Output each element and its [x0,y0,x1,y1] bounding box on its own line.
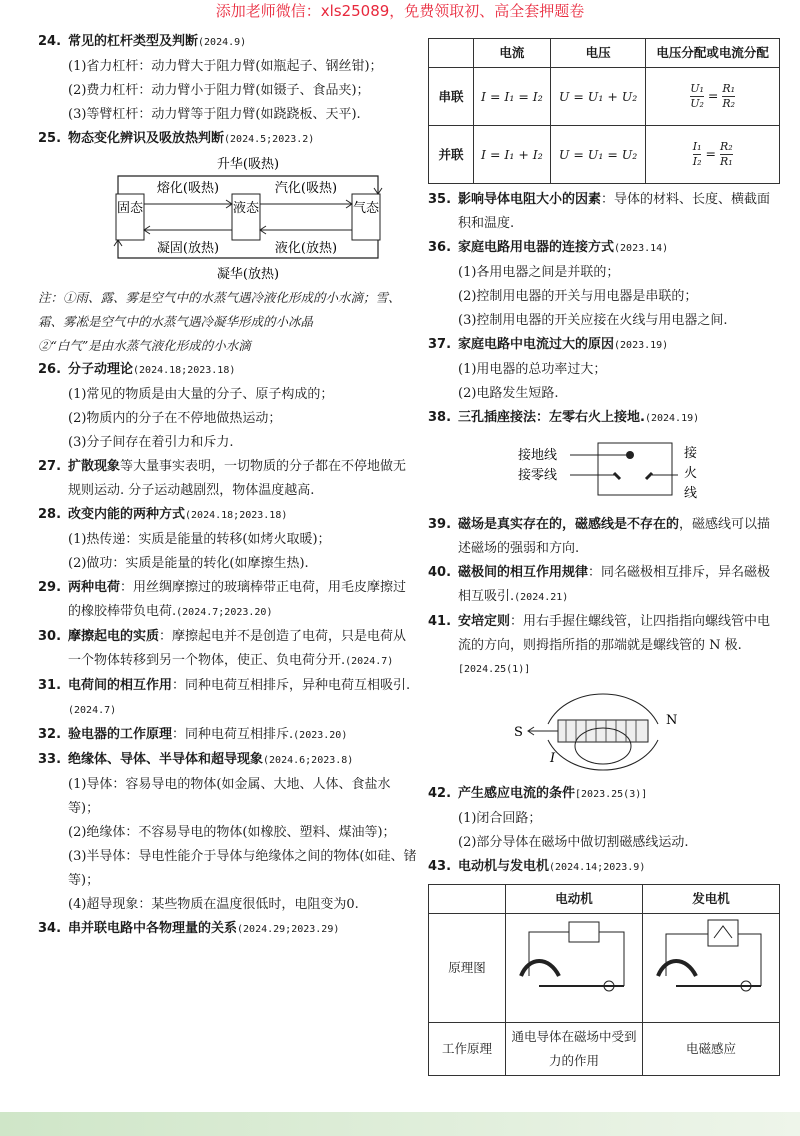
item-heading: 两种电荷 [68,580,121,595]
exam-year: (2024.29;2023.29) [237,924,340,935]
table-cell: U = U₁ + U₂ [550,68,646,126]
exam-year: (2024.7) [345,656,394,667]
item-number: 39. [428,517,452,532]
item-heading: 安培定则 [458,614,511,629]
table-header: 发电机 [643,885,780,914]
live-wire-label: 火 [684,466,698,481]
deposition-label: 凝华(放热) [216,267,280,282]
item-heading: 绝缘体、导体、半导体和超导现象 [68,752,264,767]
item-heading: 验电器的工作原理 [68,727,173,742]
item-number: 24. [38,34,62,49]
item-number: 31. [38,678,62,693]
socket-outline [598,443,672,495]
table-header: 电压 [550,39,646,68]
item-number: 30. [38,629,62,644]
table-cell: I = I₁ = I₂ [474,68,551,126]
fraction [720,140,733,169]
table-cell: 电磁感应 [643,1023,780,1076]
numerator: R₁ [722,82,736,95]
item-text: ，磁感线可以描述磁场的强弱和方向. [458,517,771,556]
table-cell: I = I₁ + I₂ [474,126,551,184]
item-heading: 磁极间的相互作用规律 [458,565,589,580]
live-hole-icon [646,473,652,479]
south-pole-label: S [514,725,523,740]
live-wire-label: 接 [684,446,698,461]
item-32 [38,723,418,748]
solid-label: 固态 [116,201,144,216]
item-line: (1)闭合回路； [458,811,542,826]
item-heading: 家庭电路中电流过大的原因 [458,337,615,352]
note-text: ②“白气”是由水蒸气液化形成的小水滴 [38,338,251,353]
condensation-label: 液化(放热) [274,241,338,256]
item-number: 42. [428,786,452,801]
item-heading: 电动机与发电机 [458,859,550,874]
exam-year: (2024.9) [198,37,247,48]
item-line: (4)超导现象：某些物质在温度很低时，电阻变为0. [68,897,359,912]
exam-year: (2024.18;2023.18) [185,510,288,521]
denominator: U₂ [690,97,704,110]
neutral-hole-icon [614,473,620,479]
exam-year: (2024.7;2023.20) [176,607,273,618]
item-line: (1)用电器的总功率过大； [458,362,607,377]
item-29 [38,576,418,625]
table-row [429,126,780,184]
table-cell [643,914,780,1023]
item-number: 43. [428,859,452,874]
phase-change-diagram [98,154,398,284]
exam-year: [2024.25(1)] [458,664,531,675]
item-33 [38,748,418,917]
item-number: 38. [428,410,452,425]
item-line: (2)做功：实质是能量的转化(如摩擦生热). [68,556,309,571]
item-line: (3)半导体：导电性能介于导体与绝缘体之间的物体(如硅、锗等)； [68,849,417,888]
exam-year: (2024.19) [644,413,700,424]
denominator: I₂ [692,155,702,168]
circuit-relations-table [428,38,780,184]
item-27 [38,455,418,503]
solenoid-icon [558,720,648,742]
table-cell: U = U₁ = U₂ [550,126,646,184]
item-number: 32. [38,727,62,742]
numerator: U₁ [690,82,704,95]
exam-year: (2024.7) [68,705,117,716]
right-column [428,38,780,1076]
item-40 [428,561,780,610]
item-41 [428,610,780,780]
magnet-icon [658,961,696,976]
fraction [693,140,702,169]
solenoid-hand-diagram [508,684,688,780]
item-text: ：同名磁极相互排斥，异名磁极相互吸引. [458,565,771,604]
table-row [429,1023,780,1076]
item-39 [428,513,780,561]
magnet-icon [521,961,559,976]
item-heading: 常见的杠杆类型及判断 [68,34,199,49]
item-heading: 摩擦起电的实质 [68,629,160,644]
generator-diagram [646,916,776,1012]
exam-year: (2024.18;2023.18) [133,365,236,376]
table-cell: $\frac{\text{I₁}}{\text{I₂}}$ = $\frac{\text{R₂}}{\text{R₁}}$ [646,126,780,184]
row-label: 原理图 [429,914,506,1023]
power-supply-icon [569,922,599,942]
item-heading: 电荷间的相互作用 [68,678,173,693]
item-line: (2)控制用电器的开关与用电器是串联的； [458,289,698,304]
fraction [690,82,704,111]
exam-year: (2023.20) [293,730,348,741]
item-number: 33. [38,752,62,767]
item-heading: 产生感应电流的条件 [458,786,576,801]
row-label: 并联 [429,126,474,184]
item-line: (1)各用电器之间是并联的； [458,265,620,280]
item-text: ：用丝绸摩擦过的玻璃棒带正电荷，用毛皮摩擦过的橡胶棒带负电荷. [68,580,407,619]
item-text: ：摩擦起电并不是创造了电荷，只是电荷从一个物体转移到另一个物体，使正、负电荷分开. [68,629,407,668]
table-cell: 通电导体在磁场中受到力的作用 [506,1023,643,1076]
exam-year: (2024.6;2023.8) [263,755,354,766]
ground-hole-icon [626,451,634,459]
item-25 [38,127,418,284]
item-number: 36. [428,240,452,255]
item-36 [428,236,780,333]
item-37 [428,333,780,406]
fraction [722,82,735,111]
item-line: (2)电路发生短路. [458,386,559,401]
item-line: (2)部分导体在磁场中做切割磁感线运动. [458,835,689,850]
melting-label: 熔化(吸热) [156,181,220,196]
item-number: 37. [428,337,452,352]
item-number: 25. [38,131,62,146]
item-heading: 家庭电路用电器的连接方式 [458,240,615,255]
table-header [429,885,506,914]
item-line: (3)控制用电器的开关应接在火线与用电器之间. [458,313,728,328]
table-row [429,68,780,126]
item-text: ：用右手握住螺线管，让四指指向螺线管中电流的方向，则拇指所指的那端就是螺线管的 N 极. [458,614,771,653]
item-number: 35. [428,192,452,207]
watermark-banner: 添加老师微信：xls25089，免费领取初、高全套押题卷 [215,2,585,20]
numerator: R₂ [719,140,733,153]
item-number: 29. [38,580,62,595]
item-heading: 磁场是真实存在的，磁感线是不存在的 [458,517,680,532]
item-heading: 串并联电路中各物理量的关系 [68,921,238,936]
ground-wire-label: 接地线 [518,448,558,463]
table-header: 电动机 [506,885,643,914]
item-number: 41. [428,614,452,629]
live-wire-label: 线 [684,486,698,501]
item-heading: 分子动理论 [68,362,134,377]
freezing-label: 凝固(放热) [156,241,220,256]
item-line: (3)等臂杠杆：动力臂等于阻力臂(如跷跷板、天平). [68,107,361,122]
page-footer-strip [0,1112,800,1136]
item-43 [428,855,780,880]
exam-year: (2023.19) [614,340,669,351]
item-35 [428,188,780,236]
note-text: 注：①雨、露、雾是空气中的水蒸气遇冷液化形成的小水滴；雪、霜、雾凇是空气中的水蒸气遇冷凝华形成的小冰晶 [38,290,401,329]
motor-diagram [509,916,639,1012]
current-label: I [550,751,556,766]
table-header: 电流 [474,39,551,68]
vaporization-label: 汽化(吸热) [274,181,338,196]
item-number: 26. [38,362,62,377]
item-number: 34. [38,921,62,936]
sublimation-label: 升华(吸热) [216,157,280,172]
item-line: (3)分子间存在着引力和斥力. [68,435,234,450]
table-cell: $\frac{\text{U₁}}{\text{U₂}}$ = $\frac{\text{R₁}}{\text{R₂}}$ [646,68,780,126]
liquid-label: 液态 [232,201,260,216]
north-pole-label: N [666,713,678,728]
left-column [38,30,418,942]
item-heading: 扩散现象 [68,459,121,474]
denominator: R₁ [719,155,733,168]
item-line: (1)导体：容易导电的物体(如金属、大地、人体、食盐水等)； [68,777,391,816]
socket-diagram [518,435,718,511]
item-text: ：导体的材料、长度、横截面积和温度. [458,192,771,231]
exam-year: (2023.14) [614,243,669,254]
item-number: 28. [38,507,62,522]
numerator: I₁ [692,140,702,153]
motor-generator-table [428,884,780,1076]
denominator: R₂ [722,97,736,110]
item-line: (1)热传递：实质是能量的转移(如烤火取暖)； [68,532,331,547]
item-30 [38,625,418,674]
item-text: ：同种电荷互相排斥，异种电荷互相吸引. [172,678,411,693]
item-38 [428,406,780,511]
item-line: (2)物质内的分子在不停地做热运动； [68,411,282,426]
item-heading: 改变内能的两种方式 [68,507,186,522]
table-header [429,39,474,68]
item-line: (1)常见的物质是由大量的分子、原子构成的； [68,387,334,402]
item-number: 27. [38,459,62,474]
item-line: (2)费力杠杆：动力臂小于阻力臂(如镊子、食品夹)； [68,83,370,98]
item-heading: 影响导体电阻大小的因素 [458,192,602,207]
item-line: (1)省力杠杆：动力臂大于阻力臂(如瓶起子、钢丝钳)； [68,59,383,74]
table-row [429,914,780,1023]
item-31 [38,674,418,723]
neutral-wire-label: 接零线 [518,468,558,483]
item-line: (2)绝缘体：不容易导电的物体(如橡胶、塑料、煤油等)； [68,825,396,840]
item-42 [428,782,780,855]
exam-year: (2024.14;2023.9) [549,862,646,873]
table-cell [506,914,643,1023]
item-text: 等大量事实表明，一切物质的分子都在不停地做无规则运动. 分子运动越剧烈，物体温度越高. [68,459,407,498]
exam-year: (2024.5;2023.2) [224,134,315,145]
meter-icon [708,920,738,946]
exam-year: [2023.25(3)] [575,789,648,800]
row-label: 串联 [429,68,474,126]
table-header: 电压分配或电流分配 [646,39,780,68]
item-number: 40. [428,565,452,580]
item-24 [38,30,418,127]
item-text: ：同种电荷互相排斥. [172,727,294,742]
item-heading: 三孔插座接法：左零右火上接地. [458,410,645,425]
item-heading: 物态变化辨识及吸放热判断 [68,131,225,146]
row-label: 工作原理 [429,1023,506,1076]
item-26 [38,358,418,455]
gas-label: 气态 [352,201,380,216]
item-28 [38,503,418,576]
exam-year: (2024.21) [514,592,569,603]
item-34 [38,917,418,942]
